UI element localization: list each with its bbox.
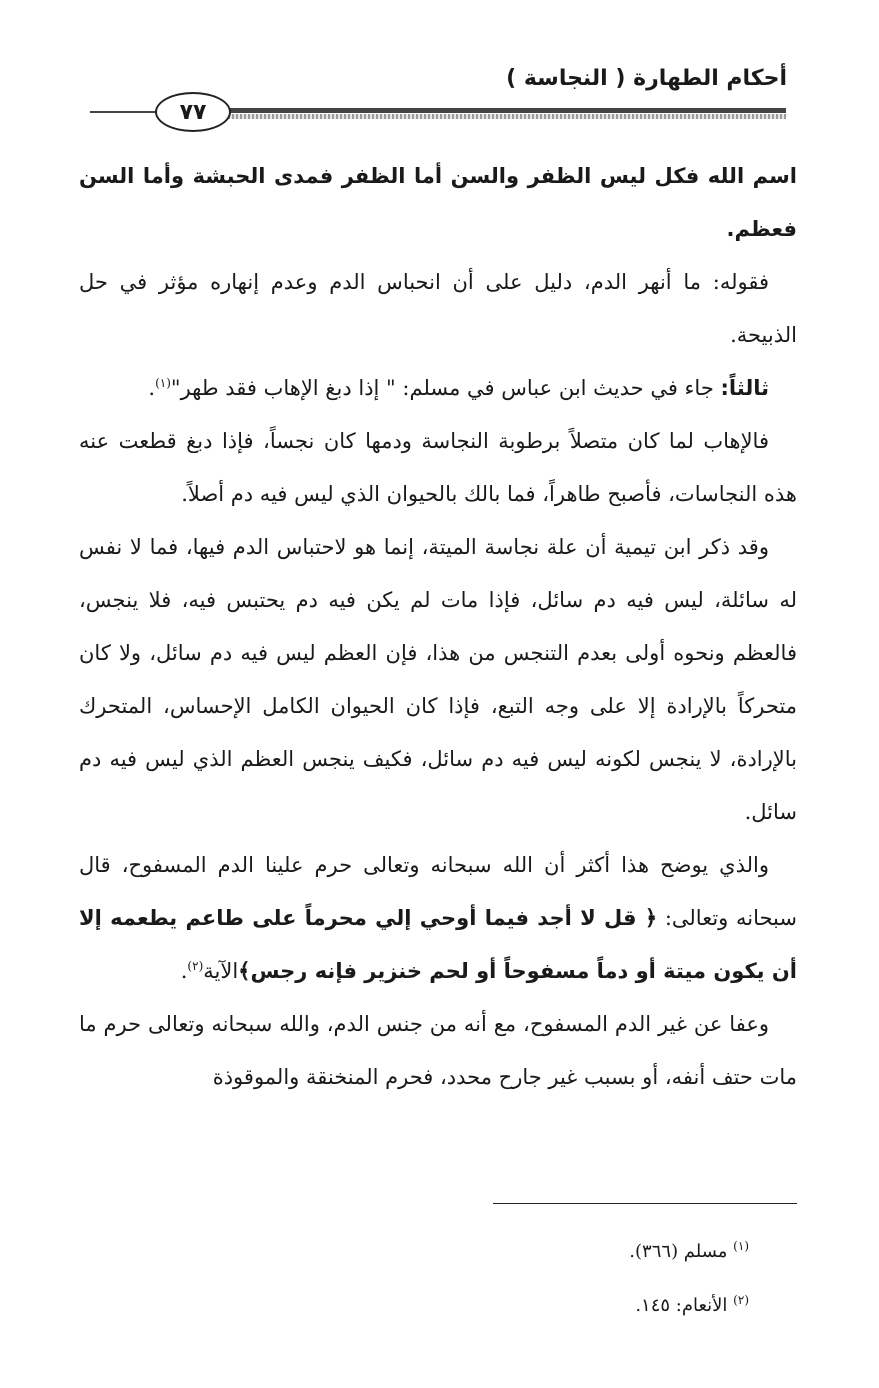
paragraph-1: اسم الله فكل ليس الظفر والسن أما الظفر فمدى الحبشة وأما السن فعظم. <box>79 164 797 241</box>
main-text <box>79 150 797 1104</box>
footnote-1 <box>629 1225 749 1279</box>
header-rule-left <box>90 111 156 113</box>
paragraph-6 <box>79 839 797 998</box>
paragraph-6-text: والذي يوضح هذا أكثر أن الله سبحانه وتعالى حرم علينا الدم المسفوح، قال سبحانه وتعالى: <box>79 853 797 930</box>
footnote-ref-1: (١) <box>155 376 171 390</box>
page-number: ٧٧ <box>155 92 231 132</box>
paragraph-5: وقد ذكر ابن تيمية أن علة نجاسة الميتة، إنما هو لاحتباس الدم فيها، فما لا نفس له سائلة، ليس فيه دم سائل، فإذا مات لم يكن فيه دم يحتبس فيه، فلا ينجس، فالعظم ونحوه أولى بعدم التنجس من هذا، فإن العظم ليس فيه دم سائل، ولا كان متحركاً بالإرادة إلا على وجه التبع، فإذا كان الحيوان الكامل الإحساس، المتحرك بالإرادة، لا ينجس لكونه ليس فيه دم سائل، فكيف ينجس العظم الذي ليس فيه دم سائل. <box>79 535 797 824</box>
paragraph-3-end: . <box>148 376 156 400</box>
paragraph-4: فالإهاب لما كان متصلاً برطوبة النجاسة ودمها كان نجساً، فإذا دبغ قطعت عنه هذه النجاسات، فأصبح طاهراً، فما بالك بالحيوان الذي ليس فيه دم أصلاً. <box>79 429 797 506</box>
footnote-2 <box>629 1279 749 1333</box>
footnote-ref-2: (٢) <box>187 959 204 973</box>
paragraph-3 <box>79 362 797 415</box>
header-rule <box>228 108 786 113</box>
header-rule-hatch <box>228 114 786 119</box>
paragraph-2: فقوله: ما أنهر الدم، دليل على أن انحباس الدم وعدم إنهاره مؤثر في حل الذبيحة. <box>79 270 797 347</box>
footnote-2-mark: (٢) <box>733 1293 749 1307</box>
paragraph-6-after: الآية <box>203 959 239 983</box>
footnotes <box>629 1225 749 1333</box>
paragraph-6-end: . <box>180 959 188 983</box>
quran-verse: ﴿ قل لا أجد فيما أوحي إلي محرماً على طاعم يطعمه إلا أن يكون ميتة أو دماً مسفوحاً أو لحم خنزير فإنه رجس﴾ <box>79 906 797 983</box>
paragraph-3-lead: ثالثاً: <box>720 376 769 400</box>
running-head-title: أحكام الطهارة ( النجاسة ) <box>506 66 787 91</box>
paragraph-3-text: جاء في حديث ابن عباس في مسلم: " إذا دبغ الإهاب فقد طهر" <box>170 376 721 400</box>
footnote-1-mark: (١) <box>733 1239 749 1253</box>
footnote-separator <box>493 1203 797 1204</box>
footnote-1-text: مسلم (٣٦٦). <box>629 1241 734 1262</box>
paragraph-7: وعفا عن غير الدم المسفوح، مع أنه من جنس الدم، والله سبحانه وتعالى حرم ما مات حتف أنفه، أو بسبب غير جارح محدد، فحرم المنخنقة والموقوذة <box>79 1012 797 1089</box>
footnote-2-text: الأنعام: ١٤٥. <box>635 1295 734 1316</box>
